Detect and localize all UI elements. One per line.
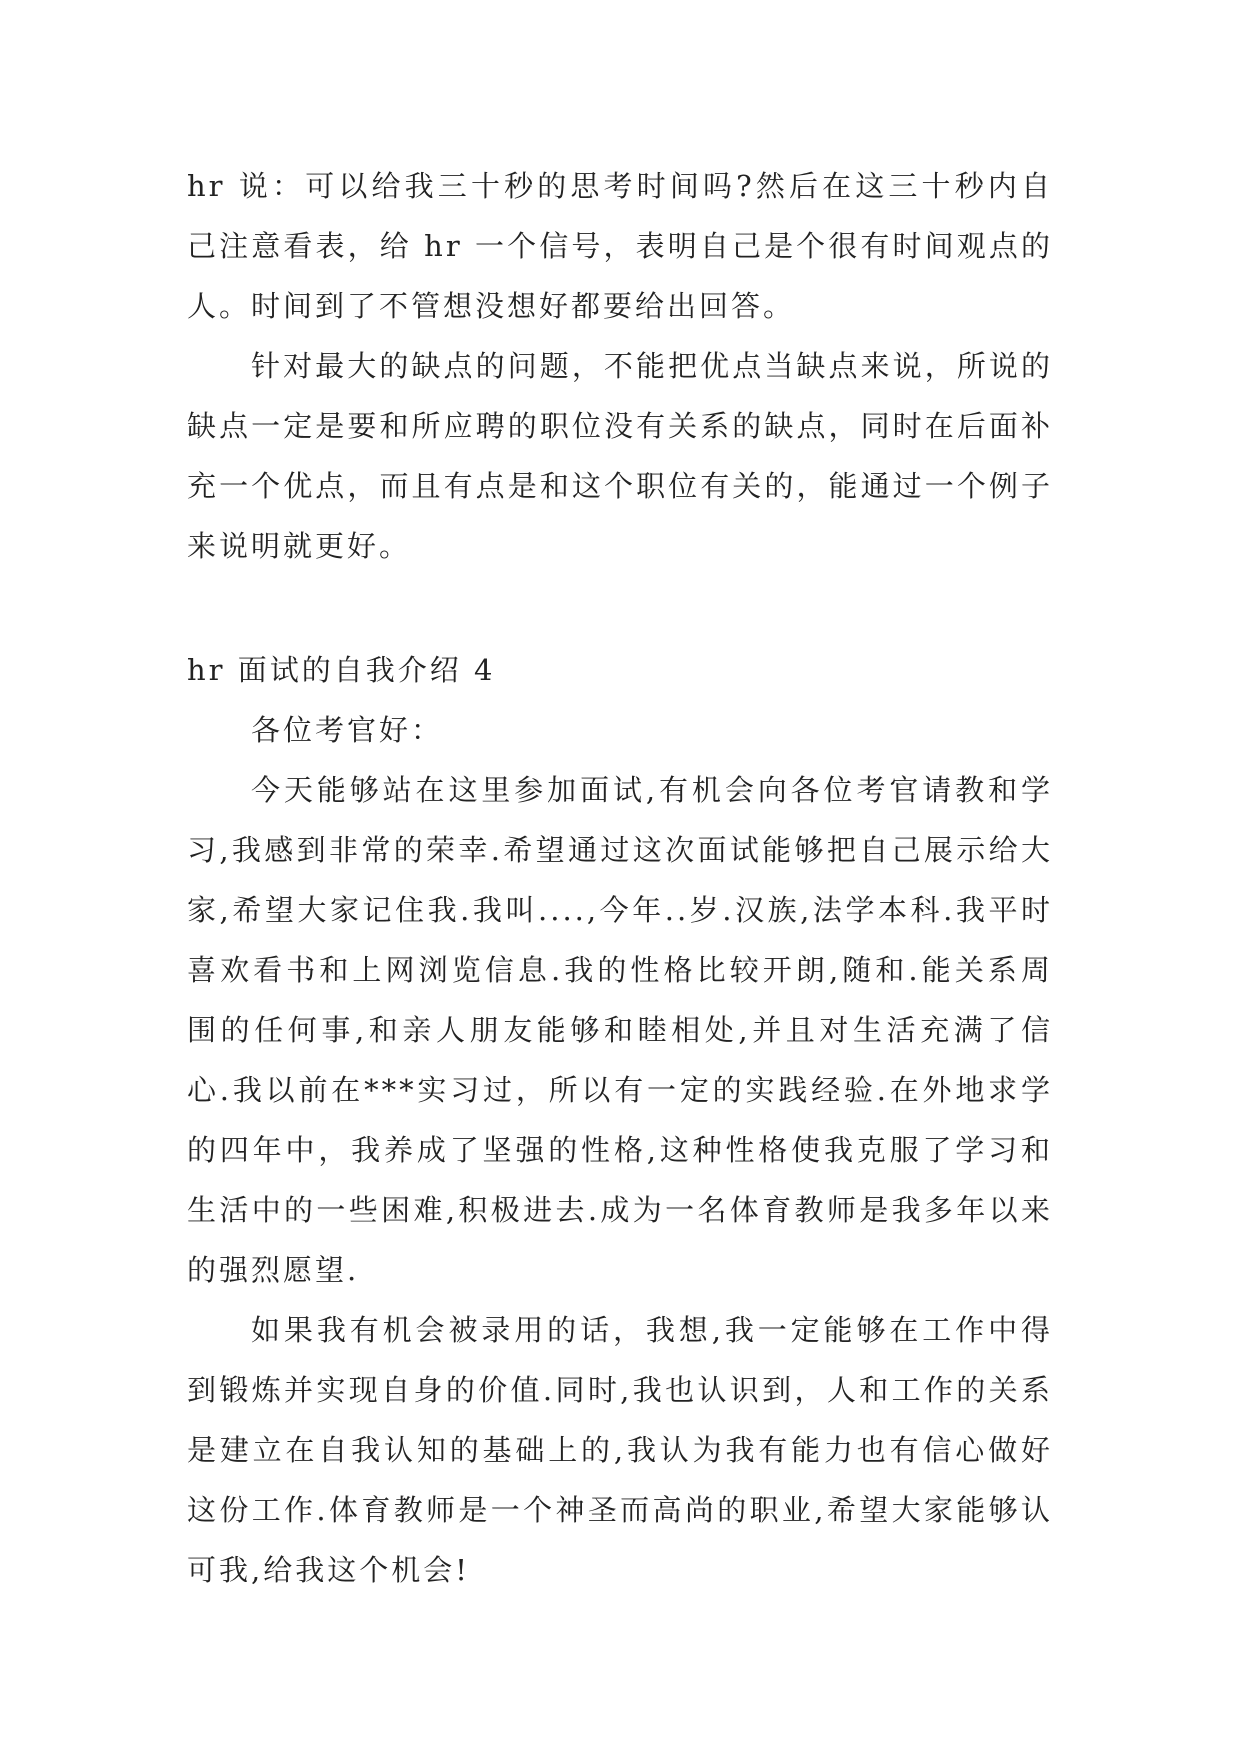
paragraph-self-introduction: 今天能够站在这里参加面试,有机会向各位考官请教和学习,我感到非常的荣幸.希望通过这次面试能够把自己展示给大家,希望大家记住我.我叫....,今年..岁.汉族,法学本科.我平时喜欢看书和上网浏览信息.我的性格比较开朗,随和.能关系周围的任何事,和亲人朋友能够和睦相处,并且对生活充满了信心.我以前在***实习过，所以有一定的实践经验.在外地求学的四年中，我养成了坚强的性格,这种性格使我克服了学习和生活中的一些困难,积极进去.成为一名体育教师是我多年以来的强烈愿望. [187,773,1053,1287]
paragraph-hr-thinking-time: hr 说：可以给我三十秒的思考时间吗?然后在这三十秒内自己注意看表，给 hr 一个信号，表明自己是个很有时间观点的人。时间到了不管想没想好都要给出回答。 [187,169,1053,323]
paragraph-greeting: 各位考官好： [251,713,444,747]
section-heading: hr 面试的自我介绍 4 [187,653,496,687]
paragraph-closing: 如果我有机会被录用的话，我想,我一定能够在工作中得到锻炼并实现自身的价值.同时,我也认识到，人和工作的关系是建立在自我认知的基础上的,我认为我有能力也有信心做好这份工作.体育教师是一个神圣而高尚的职业,希望大家能够认可我,给我这个机会! [187,1313,1053,1587]
paragraph-biggest-weakness: 针对最大的缺点的问题，不能把优点当缺点来说，所说的缺点一定是要和所应聘的职位没有关系的缺点，同时在后面补充一个优点，而且有点是和这个职位有关的，能通过一个例子来说明就更好。 [187,349,1053,563]
document-body [187,156,1053,1600]
